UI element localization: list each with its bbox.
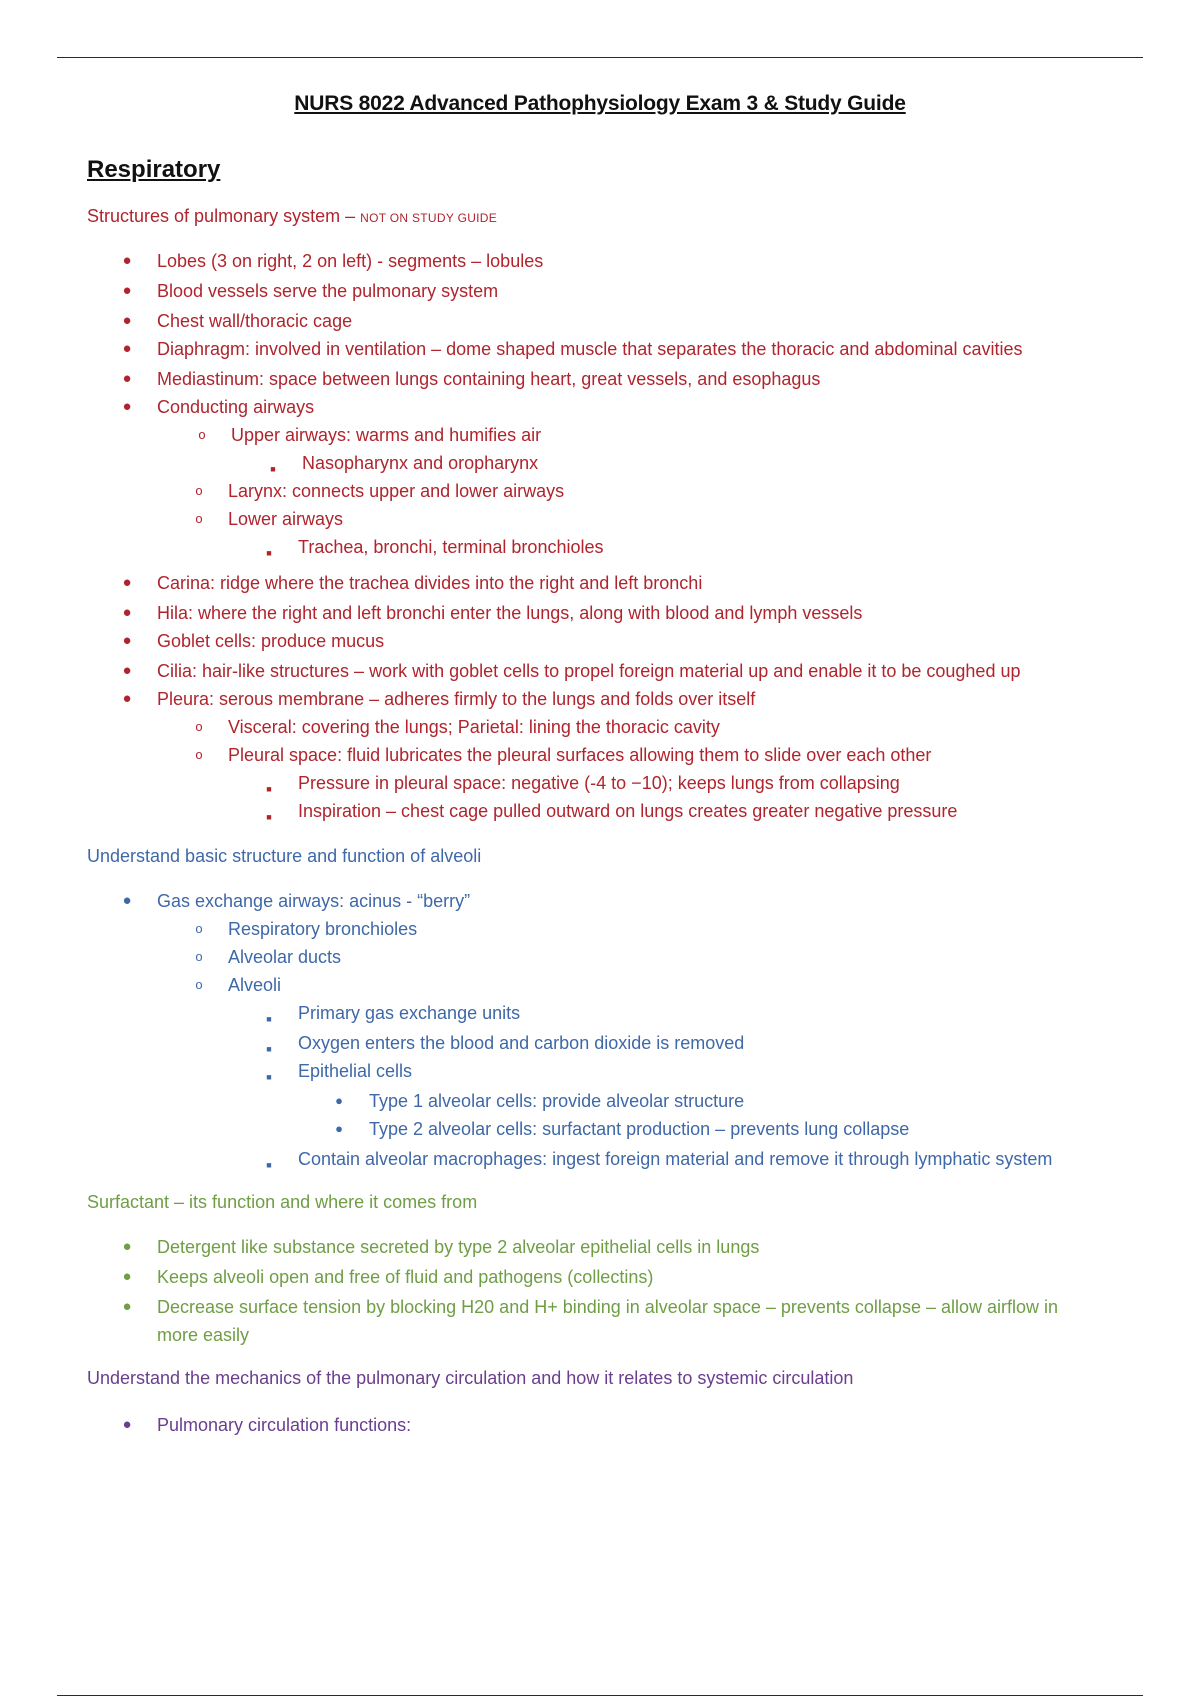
document-title: NURS 8022 Advanced Pathophysiology Exam 3 & Study Guide [294,92,906,115]
bullet-disc-icon: ● [122,892,132,909]
bullet-circle-icon: o [195,719,203,734]
bullet-disc-icon: ● [122,340,132,357]
topic-alveoli: Understand basic structure and function of alveoli [87,846,482,866]
bullet-circle-icon: o [195,747,203,762]
bullet-square-icon: ■ [270,464,276,474]
list-item-continuation: more easily [157,1325,250,1345]
topic-surfactant: Surfactant – its function and where it comes from [87,1192,478,1212]
topic-circulation: Understand the mechanics of the pulmonary circulation and how it relates to systemic circulation [87,1368,854,1388]
bullet-circle-icon: o [195,921,203,936]
bullet-disc-icon: ● [122,370,132,387]
bullet-square-icon: ■ [266,784,272,794]
bullet-square-icon: ■ [266,1160,272,1170]
bullet-disc-icon: ● [122,1416,132,1433]
bullet-square-icon: ■ [266,1044,272,1054]
bullet-square-icon: ■ [266,1014,272,1024]
bullet-square-icon: ■ [266,812,272,822]
topic-structures-title: Structures of pulmonary system – [87,206,361,226]
bullet-square-icon: ■ [266,548,272,558]
bullet-circle-icon: o [195,949,203,964]
bullet-disc-icon: ● [122,1298,132,1315]
topic-structures [87,206,497,227]
bullet-square-icon: ■ [266,1072,272,1082]
bullet-disc-icon: ● [122,574,132,591]
top-rule [57,57,1143,58]
bullet-disc-icon: ● [122,690,132,707]
not-on-study-guide-note: NOT ON STUDY GUIDE [360,211,498,225]
bullet-disc-icon: ● [122,1268,132,1285]
bullet-disc-icon: ● [335,1093,343,1108]
bullet-circle-icon: o [198,427,206,442]
bullet-circle-icon: o [195,511,203,526]
bullet-disc-icon: ● [122,282,132,299]
bullet-disc-icon: ● [122,1238,132,1255]
bullet-disc-icon: ● [122,604,132,621]
bullet-disc-icon: ● [122,632,132,649]
bullet-disc-icon: ● [122,398,132,415]
bullet-disc-icon: ● [122,252,132,269]
bullet-circle-icon: o [195,977,203,992]
bullet-disc-icon: ● [122,312,132,329]
bullet-disc-icon: ● [335,1121,343,1136]
bullet-disc-icon: ● [122,662,132,679]
section-heading-respiratory: Respiratory [87,156,221,183]
bullet-circle-icon: o [195,483,203,498]
bottom-rule [57,1695,1143,1696]
